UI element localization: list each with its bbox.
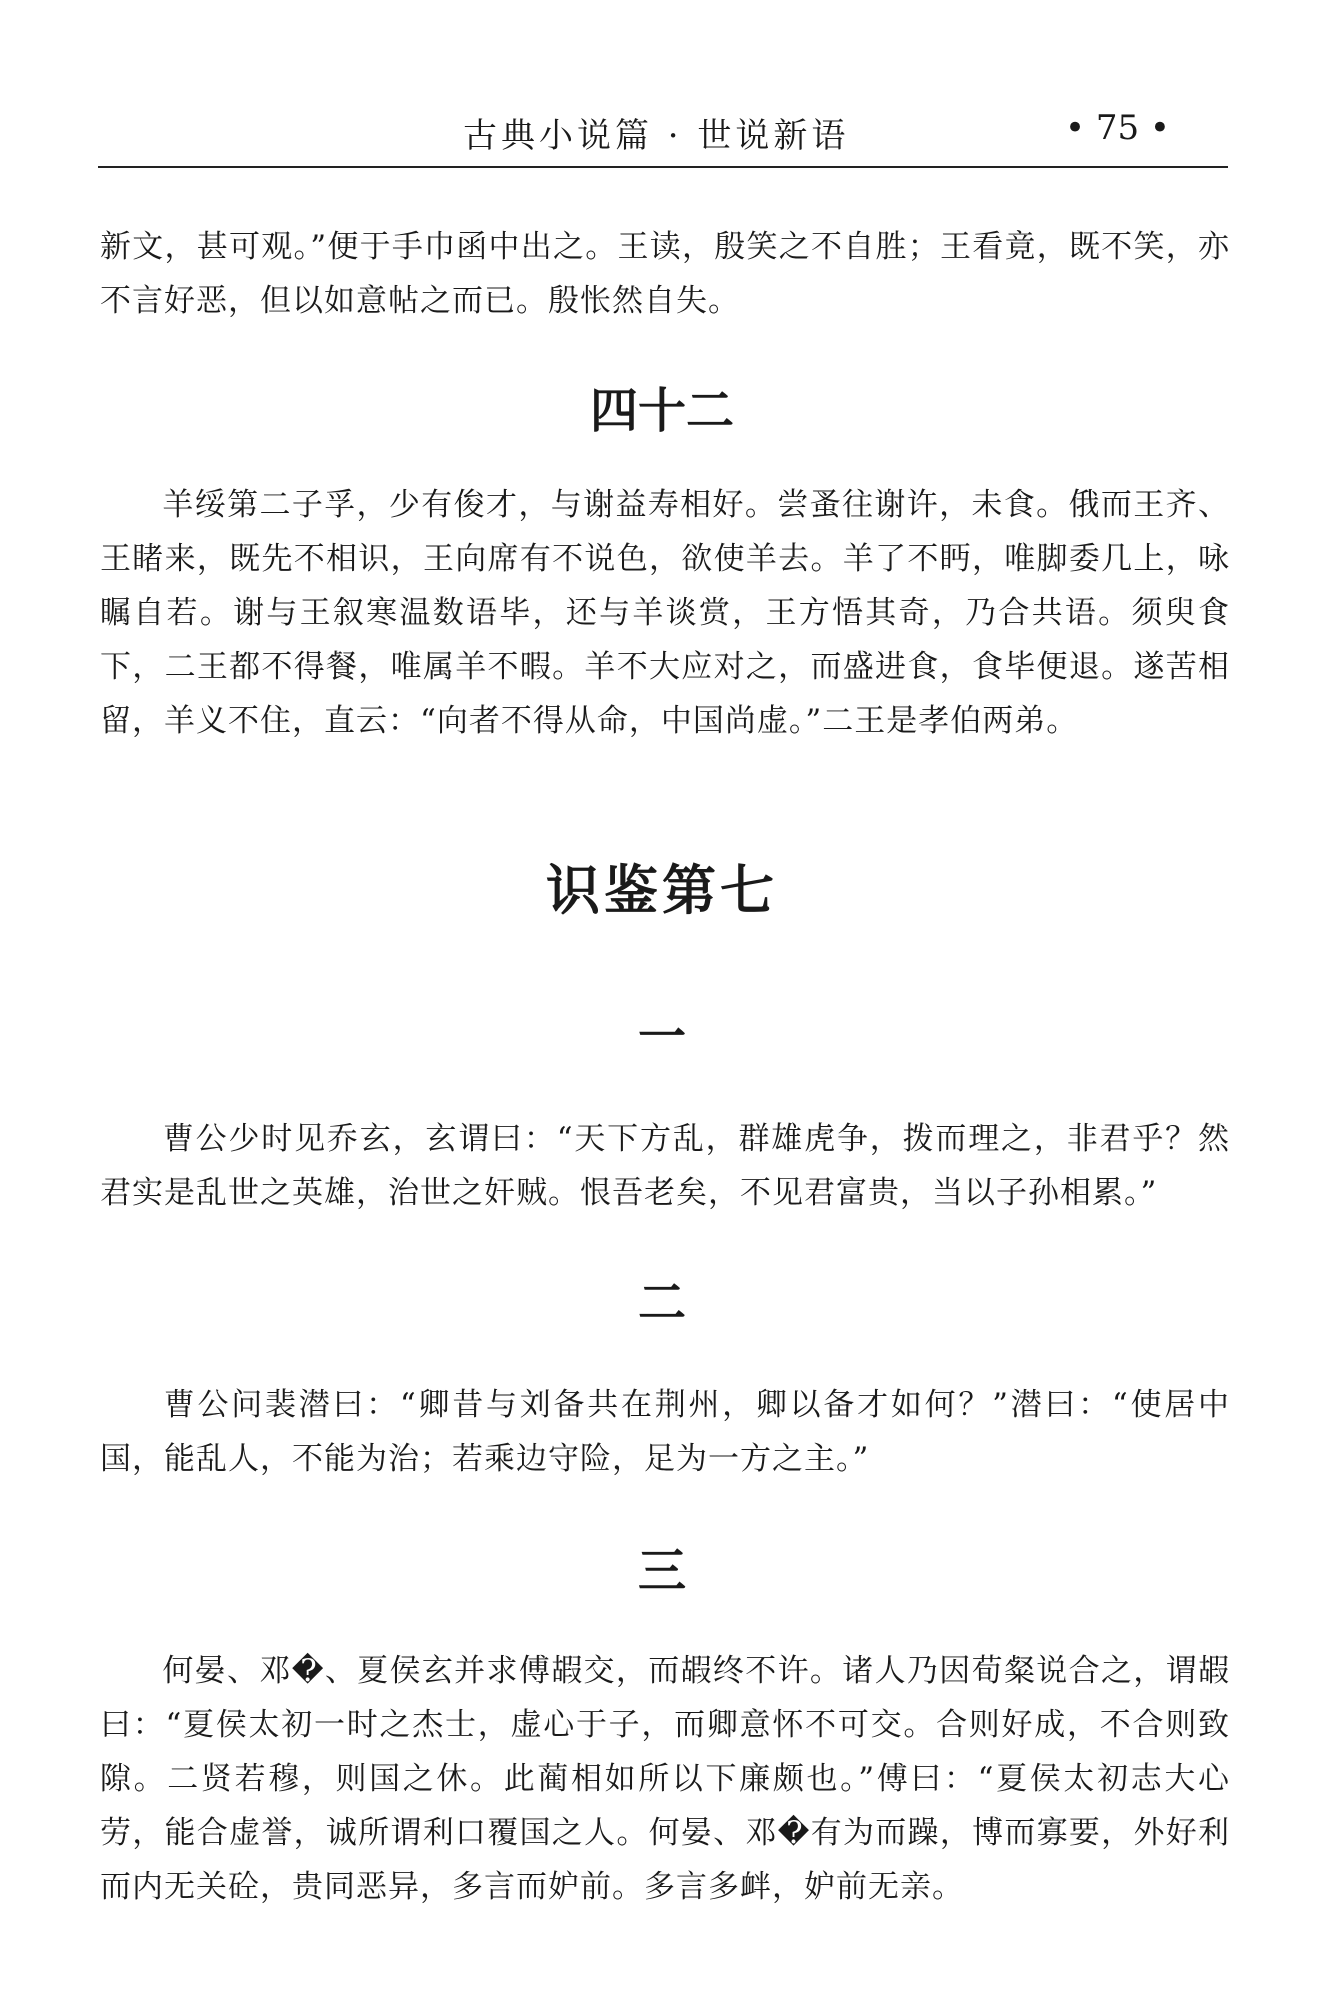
paragraph-2-text: 曹公问裴潜曰：“卿昔与刘备共在荆州，卿以备才如何？”潜曰：“使居中国，能乱人，不能为治；若乘边守险，足为一方之主。” (100, 1387, 1230, 1477)
section-heading-2: 二 (637, 1275, 686, 1331)
paragraph-3-text: 何晏、邓�、夏侯玄并求傅嘏交，而嘏终不许。诸人乃因荀粲说合之，谓嘏曰：“夏侯太初一时之杰士，虚心于子，而卿意怀不可交。合则好成，不合则致隙。二贤若穆，则国之休。此蔺相如所以下廉颇也。”傅曰：“夏侯太初志大心劳，能合虚誉，诚所谓利口覆国之人。何晏、邓�有为而躁，博而寡要，外好利而内无关砼，贵同恶异，多言而妒前。多言多衅，妒前无亲。 (100, 1653, 1230, 1905)
running-title: 古典小说篇 · 世说新语 (463, 116, 850, 156)
paragraph-1 (100, 1112, 1230, 1220)
paragraph-continued: 新文，甚可观。”便于手巾函中出之。王读，殷笑之不自胜；王看竟，既不笑，亦不言好恶，但以如意帖之而已。殷怅然自失。 (100, 229, 1230, 319)
section-heading-42: 四十二 (589, 383, 734, 439)
section-heading-1: 一 (637, 1009, 686, 1065)
paragraph-1-text: 曹公少时见乔玄，玄谓曰：“天下方乱，群雄虎争，拨而理之，非君乎？然君实是乱世之英雄，治世之奸贼。恨吾老矣，不见君富贵，当以子孙相累。” (100, 1121, 1230, 1211)
paragraph-42 (100, 478, 1230, 748)
page-header (98, 98, 1228, 168)
paragraph-2 (100, 1378, 1230, 1486)
paragraph-3 (100, 1644, 1230, 1914)
page-number: • 75 • (1065, 108, 1170, 148)
section-heading-3: 三 (637, 1543, 686, 1599)
chapter-title: 识鉴第七 (546, 859, 778, 922)
paragraph-42-text: 羊绥第二子孚，少有俊才，与谢益寿相好。尝蚤往谢许，未食。俄而王齐、王睹来，既先不相识，王向席有不说色，欲使羊去。羊了不眄，唯脚委几上，咏瞩自若。谢与王叙寒温数语毕，还与羊谈赏，王方悟其奇，乃合共语。须臾食下，二王都不得餐，唯属羊不暇。羊不大应对之，而盛进食，食毕便退。遂苦相留，羊义不住，直云：“向者不得从命，中国尚虚。”二王是孝伯两弟。 (100, 487, 1230, 739)
